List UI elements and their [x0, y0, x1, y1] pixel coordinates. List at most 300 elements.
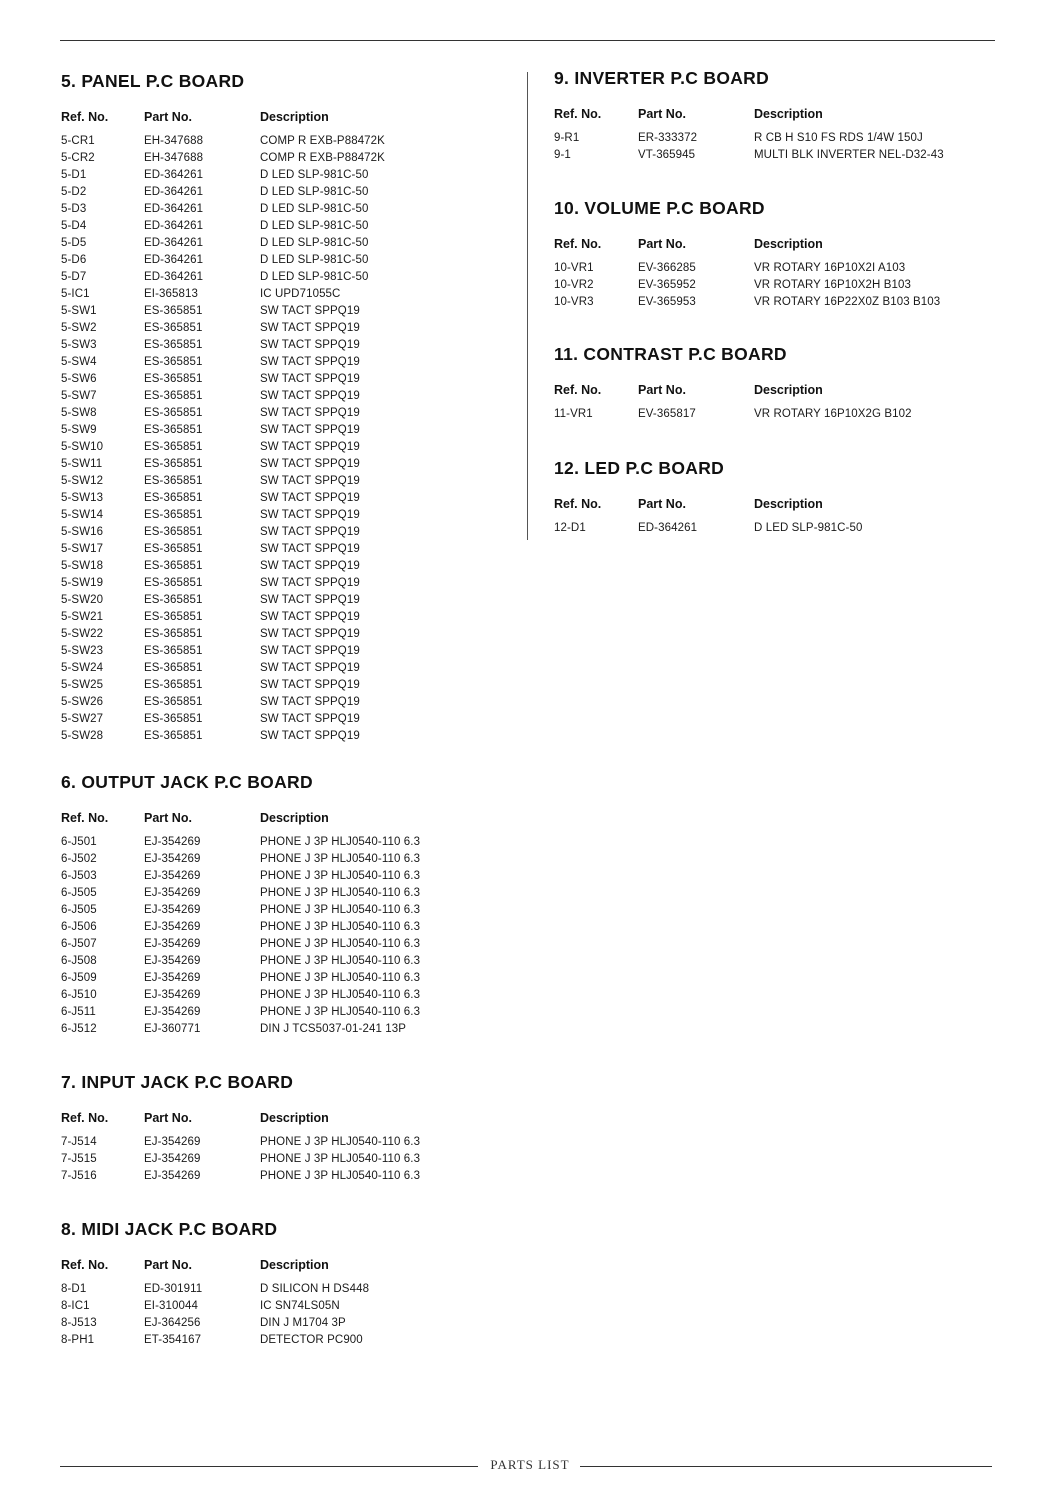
ref-no-cell: 6-J501 — [61, 836, 97, 848]
description-cell: D LED SLP-981C-50 — [260, 203, 369, 215]
section-title: 7. INPUT JACK P.C BOARD — [61, 1072, 294, 1092]
description-cell: SW TACT SPPQ19 — [260, 390, 360, 402]
table-row — [61, 577, 385, 594]
part-no-cell: ES-365851 — [144, 322, 203, 334]
header-ref-no: Ref. No. — [554, 237, 602, 251]
section-volume-board — [554, 198, 940, 313]
part-no-cell: EH-347688 — [144, 152, 204, 164]
part-no-cell: ED-364261 — [144, 220, 204, 232]
ref-no-cell: 8-PH1 — [61, 1334, 95, 1346]
part-no-cell: ED-364261 — [144, 254, 204, 266]
table-row — [61, 271, 385, 288]
description-cell: SW TACT SPPQ19 — [260, 645, 360, 657]
header-ref-no: Ref. No. — [554, 107, 602, 121]
table-row — [61, 560, 385, 577]
table-row — [61, 853, 420, 870]
description-cell: D LED SLP-981C-50 — [754, 522, 863, 534]
parts-table — [61, 110, 385, 747]
table-row — [554, 149, 944, 166]
header-part-no: Part No. — [638, 383, 686, 397]
table-row — [61, 1136, 420, 1153]
parts-table — [61, 811, 420, 1040]
table-row — [61, 492, 385, 509]
header-spacer — [554, 400, 912, 408]
table-row — [61, 679, 385, 696]
description-cell: MULTI BLK INVERTER NEL-D32-43 — [754, 149, 944, 161]
ref-no-cell: 6-J508 — [61, 955, 97, 967]
ref-no-cell: 10-VR2 — [554, 279, 594, 291]
table-row — [61, 1334, 369, 1351]
table-row — [61, 904, 420, 921]
table-row — [61, 526, 385, 543]
description-cell: SW TACT SPPQ19 — [260, 424, 360, 436]
description-cell: PHONE J 3P HLJ0540-110 6.3 — [260, 972, 421, 984]
table-row — [61, 475, 385, 492]
description-cell: DIN J M1704 3P — [260, 1317, 346, 1329]
header-part-no: Part No. — [638, 107, 686, 121]
ref-no-cell: 5-D4 — [61, 220, 87, 232]
description-cell: SW TACT SPPQ19 — [260, 611, 360, 623]
ref-no-cell: 8-IC1 — [61, 1300, 90, 1312]
part-no-cell: EJ-354269 — [144, 836, 201, 848]
ref-no-cell: 5-D5 — [61, 237, 87, 249]
description-cell: SW TACT SPPQ19 — [260, 305, 360, 317]
ref-no-cell: 5-SW17 — [61, 543, 104, 555]
table-row — [61, 989, 420, 1006]
description-cell: D LED SLP-981C-50 — [260, 169, 369, 181]
ref-no-cell: 7-J514 — [61, 1136, 97, 1148]
top-rule — [60, 40, 995, 41]
description-cell: SW TACT SPPQ19 — [260, 543, 360, 555]
part-no-cell: ED-364261 — [144, 169, 204, 181]
ref-no-cell: 5-SW25 — [61, 679, 104, 691]
ref-no-cell: 6-J507 — [61, 938, 97, 950]
description-cell: COMP R EXB-P88472K — [260, 135, 385, 147]
description-cell: PHONE J 3P HLJ0540-110 6.3 — [260, 870, 421, 882]
ref-no-cell: 5-SW7 — [61, 390, 97, 402]
part-no-cell: ES-365851 — [144, 577, 203, 589]
description-cell: SW TACT SPPQ19 — [260, 492, 360, 504]
footer — [60, 1457, 992, 1477]
part-no-cell: ES-365851 — [144, 543, 203, 555]
part-no-cell: ES-365851 — [144, 679, 203, 691]
part-no-cell: EV-365952 — [638, 279, 696, 291]
table-row — [61, 322, 385, 339]
table-row — [61, 441, 385, 458]
table-row — [61, 645, 385, 662]
ref-no-cell: 5-SW19 — [61, 577, 104, 589]
ref-no-cell: 5-SW13 — [61, 492, 104, 504]
part-no-cell: EJ-360771 — [144, 1023, 201, 1035]
part-no-cell: EJ-354269 — [144, 1170, 201, 1182]
table-row — [61, 887, 420, 904]
ref-no-cell: 6-J511 — [61, 1006, 96, 1018]
ref-no-cell: 5-SW3 — [61, 339, 97, 351]
header-description: Description — [260, 1111, 329, 1125]
ref-no-cell: 5-SW27 — [61, 713, 104, 725]
part-no-cell: ES-365851 — [144, 492, 203, 504]
header-part-no: Part No. — [638, 497, 686, 511]
part-no-cell: EJ-364256 — [144, 1317, 201, 1329]
description-cell: SW TACT SPPQ19 — [260, 628, 360, 640]
table-row — [61, 1170, 420, 1187]
ref-no-cell: 5-SW11 — [61, 458, 103, 470]
table-row — [61, 424, 385, 441]
header-description: Description — [754, 497, 823, 511]
part-no-cell: ES-365851 — [144, 560, 203, 572]
section-title: 12. LED P.C BOARD — [554, 458, 725, 478]
ref-no-cell: 9-1 — [554, 149, 571, 161]
table-row — [61, 921, 420, 938]
description-cell: SW TACT SPPQ19 — [260, 730, 360, 742]
part-no-cell: ED-364261 — [144, 271, 204, 283]
table-row — [61, 1006, 420, 1023]
description-cell: PHONE J 3P HLJ0540-110 6.3 — [260, 989, 421, 1001]
section-output-jack-board — [61, 772, 420, 1040]
description-cell: D LED SLP-981C-50 — [260, 220, 369, 232]
part-no-cell: EI-310044 — [144, 1300, 198, 1312]
part-no-cell: EJ-354269 — [144, 1136, 201, 1148]
description-cell: DETECTOR PC900 — [260, 1334, 363, 1346]
header-ref-no: Ref. No. — [61, 1111, 109, 1125]
ref-no-cell: 5-SW4 — [61, 356, 97, 368]
section-led-board — [554, 458, 862, 539]
part-no-cell: ES-365851 — [144, 662, 203, 674]
part-no-cell: ES-365851 — [144, 441, 203, 453]
description-cell: D LED SLP-981C-50 — [260, 186, 369, 198]
description-cell: PHONE J 3P HLJ0540-110 6.3 — [260, 887, 421, 899]
ref-no-cell: 10-VR3 — [554, 296, 594, 308]
table-header-row — [61, 110, 385, 127]
ref-no-cell: 8-D1 — [61, 1283, 87, 1295]
ref-no-cell: 5-SW21 — [61, 611, 104, 623]
header-description: Description — [260, 811, 329, 825]
section-title: 5. PANEL P.C BOARD — [61, 71, 245, 91]
description-cell: DIN J TCS5037-01-241 13P — [260, 1023, 407, 1035]
ref-no-cell: 12-D1 — [554, 522, 586, 534]
table-row — [61, 169, 385, 186]
header-ref-no: Ref. No. — [61, 110, 109, 124]
part-no-cell: ED-364261 — [144, 237, 204, 249]
part-no-cell: ET-354167 — [144, 1334, 202, 1346]
description-cell: COMP R EXB-P88472K — [260, 152, 385, 164]
description-cell: SW TACT SPPQ19 — [260, 509, 360, 521]
header-spacer — [554, 124, 944, 132]
part-no-cell: EJ-354269 — [144, 972, 201, 984]
ref-no-cell: 5-SW20 — [61, 594, 104, 606]
header-spacer — [61, 828, 420, 836]
part-no-cell: VT-365945 — [638, 149, 696, 161]
part-no-cell: EJ-354269 — [144, 1006, 201, 1018]
header-ref-no: Ref. No. — [61, 1258, 109, 1272]
part-no-cell: ES-365851 — [144, 458, 203, 470]
ref-no-cell: 5-SW28 — [61, 730, 104, 742]
table-row — [61, 972, 420, 989]
header-description: Description — [754, 107, 823, 121]
description-cell: IC SN74LS05N — [260, 1300, 340, 1312]
part-no-cell: ED-364261 — [144, 186, 204, 198]
table-row — [554, 522, 862, 539]
description-cell: SW TACT SPPQ19 — [260, 356, 360, 368]
part-no-cell: ES-365851 — [144, 645, 203, 657]
description-cell: SW TACT SPPQ19 — [260, 339, 360, 351]
ref-no-cell: 6-J503 — [61, 870, 97, 882]
description-cell: D LED SLP-981C-50 — [260, 237, 369, 249]
table-row — [61, 611, 385, 628]
description-cell: SW TACT SPPQ19 — [260, 526, 360, 538]
description-cell: PHONE J 3P HLJ0540-110 6.3 — [260, 904, 421, 916]
description-cell: SW TACT SPPQ19 — [260, 373, 360, 385]
table-row — [61, 594, 385, 611]
description-cell: SW TACT SPPQ19 — [260, 458, 360, 470]
ref-no-cell: 5-D7 — [61, 271, 87, 283]
ref-no-cell: 5-SW26 — [61, 696, 104, 708]
ref-no-cell: 5-SW6 — [61, 373, 97, 385]
table-row — [61, 1317, 369, 1334]
table-row — [61, 713, 385, 730]
ref-no-cell: 7-J515 — [61, 1153, 97, 1165]
description-cell: PHONE J 3P HLJ0540-110 6.3 — [260, 938, 421, 950]
description-cell: SW TACT SPPQ19 — [260, 322, 360, 334]
section-midi-jack-board — [61, 1219, 369, 1351]
table-row — [61, 509, 385, 526]
description-cell: PHONE J 3P HLJ0540-110 6.3 — [260, 1153, 421, 1165]
description-cell: PHONE J 3P HLJ0540-110 6.3 — [260, 853, 421, 865]
footer-rule-right — [580, 1466, 992, 1467]
ref-no-cell: 6-J512 — [61, 1023, 97, 1035]
table-row — [61, 356, 385, 373]
table-row — [61, 836, 420, 853]
header-spacer — [61, 1275, 369, 1283]
header-ref-no: Ref. No. — [554, 383, 602, 397]
header-ref-no: Ref. No. — [61, 811, 109, 825]
description-cell: D LED SLP-981C-50 — [260, 271, 369, 283]
parts-table — [554, 497, 862, 539]
part-no-cell: ES-365851 — [144, 526, 203, 538]
ref-no-cell: 6-J509 — [61, 972, 97, 984]
ref-no-cell: 5-D1 — [61, 169, 87, 181]
header-ref-no: Ref. No. — [554, 497, 602, 511]
part-no-cell: EV-365953 — [638, 296, 696, 308]
description-cell: PHONE J 3P HLJ0540-110 6.3 — [260, 955, 421, 967]
header-description: Description — [260, 110, 329, 124]
description-cell: D LED SLP-981C-50 — [260, 254, 369, 266]
part-no-cell: ES-365851 — [144, 713, 203, 725]
ref-no-cell: 5-D3 — [61, 203, 87, 215]
table-row — [61, 955, 420, 972]
header-spacer — [554, 254, 940, 262]
part-no-cell: ER-333372 — [638, 132, 698, 144]
table-row — [61, 1023, 420, 1040]
table-row — [61, 1153, 420, 1170]
part-no-cell: EJ-354269 — [144, 989, 201, 1001]
ref-no-cell: 5-SW22 — [61, 628, 104, 640]
ref-no-cell: 5-D6 — [61, 254, 87, 266]
ref-no-cell: 5-SW18 — [61, 560, 104, 572]
header-spacer — [61, 127, 385, 135]
description-cell: SW TACT SPPQ19 — [260, 441, 360, 453]
table-row — [61, 1300, 369, 1317]
description-cell: SW TACT SPPQ19 — [260, 407, 360, 419]
description-cell: SW TACT SPPQ19 — [260, 560, 360, 572]
table-row — [61, 339, 385, 356]
part-no-cell: EJ-354269 — [144, 938, 201, 950]
ref-no-cell: 5-IC1 — [61, 288, 90, 300]
part-no-cell: ED-364261 — [144, 203, 204, 215]
ref-no-cell: 5-SW23 — [61, 645, 104, 657]
header-part-no: Part No. — [144, 1111, 192, 1125]
part-no-cell: EV-365817 — [638, 408, 696, 420]
table-row — [61, 696, 385, 713]
header-part-no: Part No. — [144, 1258, 192, 1272]
parts-table — [61, 1258, 369, 1351]
section-inverter-board — [554, 68, 944, 166]
ref-no-cell: 6-J502 — [61, 853, 97, 865]
part-no-cell: ED-364261 — [638, 522, 698, 534]
parts-table — [554, 237, 940, 313]
table-row — [61, 186, 385, 203]
ref-no-cell: 7-J516 — [61, 1170, 97, 1182]
description-cell: PHONE J 3P HLJ0540-110 6.3 — [260, 1136, 421, 1148]
parts-table — [61, 1111, 420, 1187]
table-row — [61, 237, 385, 254]
description-cell: PHONE J 3P HLJ0540-110 6.3 — [260, 1170, 421, 1182]
description-cell: SW TACT SPPQ19 — [260, 475, 360, 487]
footer-rule-left — [60, 1466, 478, 1467]
table-row — [554, 408, 912, 425]
part-no-cell: EJ-354269 — [144, 1153, 201, 1165]
description-cell: SW TACT SPPQ19 — [260, 713, 360, 725]
section-contrast-board — [554, 344, 912, 425]
parts-table — [554, 383, 912, 425]
table-row — [554, 296, 940, 313]
ref-no-cell: 5-SW10 — [61, 441, 104, 453]
part-no-cell: ES-365851 — [144, 305, 203, 317]
description-cell: PHONE J 3P HLJ0540-110 6.3 — [260, 921, 421, 933]
ref-no-cell: 5-CR2 — [61, 152, 95, 164]
ref-no-cell: 6-J505 — [61, 904, 97, 916]
description-cell: SW TACT SPPQ19 — [260, 662, 360, 674]
part-no-cell: ES-365851 — [144, 594, 203, 606]
header-description: Description — [754, 383, 823, 397]
table-row — [61, 458, 385, 475]
ref-no-cell: 5-SW14 — [61, 509, 104, 521]
description-cell: VR ROTARY 16P10X2G B102 — [754, 408, 912, 420]
table-row — [61, 305, 385, 322]
header-description: Description — [754, 237, 823, 251]
part-no-cell: ES-365851 — [144, 628, 203, 640]
ref-no-cell: 5-SW9 — [61, 424, 97, 436]
table-row — [61, 1283, 369, 1300]
ref-no-cell: 5-SW8 — [61, 407, 97, 419]
part-no-cell: EI-365813 — [144, 288, 198, 300]
part-no-cell: EJ-354269 — [144, 870, 201, 882]
ref-no-cell: 5-D2 — [61, 186, 87, 198]
section-input-jack-board — [61, 1072, 420, 1187]
table-row — [61, 288, 385, 305]
part-no-cell: ES-365851 — [144, 730, 203, 742]
table-row — [554, 279, 940, 296]
ref-no-cell: 6-J505 — [61, 887, 97, 899]
ref-no-cell: 5-SW24 — [61, 662, 104, 674]
description-cell: SW TACT SPPQ19 — [260, 679, 360, 691]
table-row — [61, 135, 385, 152]
description-cell: SW TACT SPPQ19 — [260, 696, 360, 708]
part-no-cell: ES-365851 — [144, 390, 203, 402]
description-cell: D SILICON H DS448 — [260, 1283, 370, 1295]
part-no-cell: EJ-354269 — [144, 904, 201, 916]
table-row — [61, 220, 385, 237]
table-row — [61, 152, 385, 169]
table-row — [61, 870, 420, 887]
description-cell: IC UPD71055C — [260, 288, 341, 300]
table-row — [61, 390, 385, 407]
part-no-cell: ES-365851 — [144, 356, 203, 368]
description-cell: VR ROTARY 16P10X2H B103 — [754, 279, 911, 291]
description-cell: VR ROTARY 16P10X2I A103 — [754, 262, 906, 274]
table-header-row — [554, 107, 944, 124]
header-part-no: Part No. — [638, 237, 686, 251]
table-header-row — [61, 811, 420, 828]
part-no-cell: ES-365851 — [144, 475, 203, 487]
part-no-cell: EV-366285 — [638, 262, 696, 274]
part-no-cell: EJ-354269 — [144, 955, 201, 967]
part-no-cell: ES-365851 — [144, 407, 203, 419]
table-header-row — [554, 237, 940, 254]
section-panel-board — [61, 71, 385, 747]
table-row — [61, 938, 420, 955]
table-header-row — [554, 383, 912, 400]
section-title: 11. CONTRAST P.C BOARD — [554, 344, 787, 364]
part-no-cell: EJ-354269 — [144, 887, 201, 899]
description-cell: PHONE J 3P HLJ0540-110 6.3 — [260, 836, 421, 848]
description-cell: SW TACT SPPQ19 — [260, 577, 360, 589]
ref-no-cell: 11-VR1 — [554, 408, 593, 420]
ref-no-cell: 9-R1 — [554, 132, 580, 144]
table-row — [61, 662, 385, 679]
part-no-cell: ED-301911 — [144, 1283, 203, 1295]
part-no-cell: ES-365851 — [144, 611, 203, 623]
table-row — [554, 262, 940, 279]
part-no-cell: ES-365851 — [144, 373, 203, 385]
section-title: 6. OUTPUT JACK P.C BOARD — [61, 772, 313, 792]
description-cell: R CB H S10 FS RDS 1/4W 150J — [754, 132, 923, 144]
table-row — [61, 203, 385, 220]
table-row — [61, 373, 385, 390]
ref-no-cell: 5-SW1 — [61, 305, 97, 317]
section-title: 10. VOLUME P.C BOARD — [554, 198, 765, 218]
ref-no-cell: 5-SW12 — [61, 475, 104, 487]
part-no-cell: EJ-354269 — [144, 921, 201, 933]
part-no-cell: ES-365851 — [144, 339, 203, 351]
description-cell: SW TACT SPPQ19 — [260, 594, 360, 606]
table-row — [61, 628, 385, 645]
ref-no-cell: 5-SW2 — [61, 322, 97, 334]
table-row — [554, 132, 944, 149]
header-part-no: Part No. — [144, 811, 192, 825]
part-no-cell: EJ-354269 — [144, 853, 201, 865]
description-cell: VR ROTARY 16P22X0Z B103 B103 — [754, 296, 941, 308]
table-header-row — [61, 1111, 420, 1128]
ref-no-cell: 5-SW16 — [61, 526, 104, 538]
header-spacer — [61, 1128, 420, 1136]
table-row — [61, 407, 385, 424]
table-row — [61, 730, 385, 747]
part-no-cell: ES-365851 — [144, 696, 203, 708]
parts-table — [554, 107, 944, 166]
column-divider — [527, 72, 528, 540]
header-description: Description — [260, 1258, 329, 1272]
